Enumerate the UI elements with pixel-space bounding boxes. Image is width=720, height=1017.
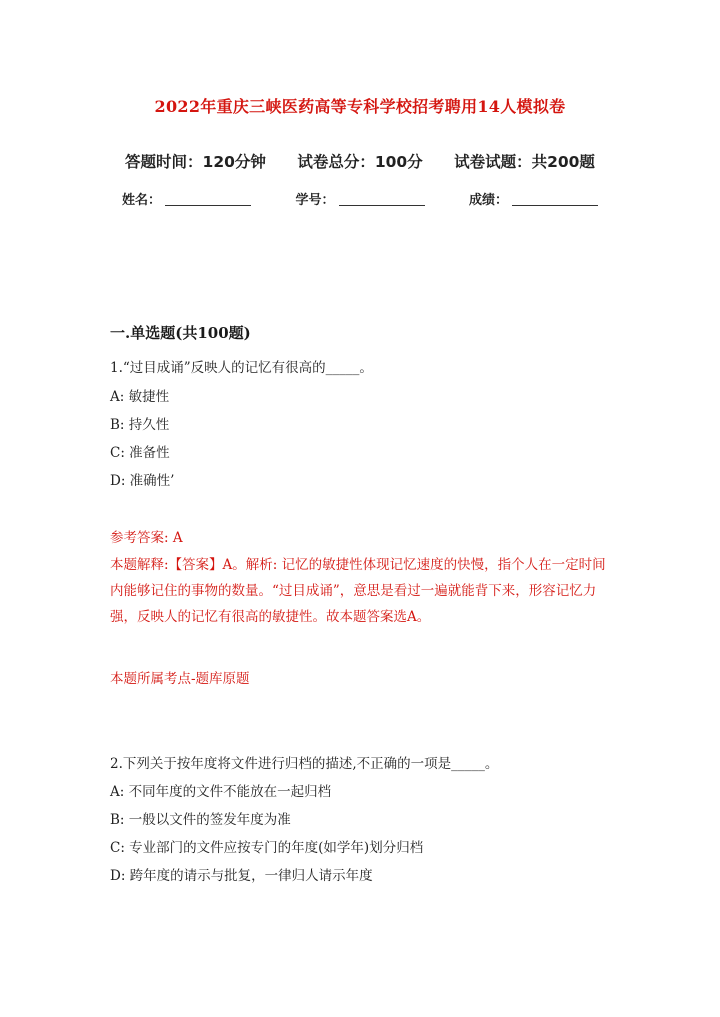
- section-heading: 一.单选题(共100题): [110, 324, 251, 342]
- question-1-option-c: C: 准备性: [110, 445, 170, 461]
- student-fields: [0, 189, 720, 208]
- id-blank: [339, 193, 425, 206]
- id-label: 学号：: [295, 193, 335, 208]
- question-1-stem: 1.“过目成诵”反映人的记忆有很高的_____。: [110, 360, 373, 376]
- question-1-answer: 参考答案: A: [110, 530, 183, 546]
- exam-total-score: 试卷总分：100分: [297, 153, 423, 171]
- exam-time: 答题时间：120分钟: [125, 153, 266, 171]
- grade-field: [469, 189, 598, 208]
- name-label: 姓名：: [121, 193, 161, 208]
- question-2-option-b: B: 一般以文件的签发年度为准: [110, 812, 291, 828]
- exam-question-count: 试卷试题：共200题: [454, 153, 595, 171]
- question-1-option-d: D: 准确性’: [110, 473, 175, 489]
- question-2-option-d: D: 跨年度的请示与批复，一律归人请示年度: [110, 868, 373, 884]
- grade-label: 成绩：: [469, 193, 509, 208]
- question-2-stem: 2.下列关于按年度将文件进行归档的描述,不正确的一项是_____。: [110, 756, 499, 772]
- question-1-source: 本题所属考点-题库原题: [110, 671, 250, 687]
- question-1-explanation: 本题解释:【答案】A。解析: 记忆的敏捷性体现记忆速度的快慢，指个人在一定时间内能够记住的事物的数量。“过目成诵”，意思是看过一遍就能背下来，形容记忆力强，反映人的记忆有很高的敏捷性。故本题答案选A。: [110, 557, 606, 625]
- exam-meta: [0, 150, 720, 172]
- name-field: [122, 189, 251, 208]
- question-1-option-b: B: 持久性: [110, 417, 170, 433]
- question-2-option-a: A: 不同年度的文件不能放在一起归档: [110, 784, 332, 800]
- exam-title: 2022年重庆三峡医药高等专科学校招考聘用14人模拟卷: [154, 97, 566, 116]
- id-field: [295, 189, 424, 208]
- question-2-option-c: C: 专业部门的文件应按专门的年度(如学年)划分归档: [110, 840, 424, 856]
- grade-blank: [512, 193, 598, 206]
- name-blank: [165, 193, 251, 206]
- question-1-option-a: A: 敏捷性: [110, 389, 170, 405]
